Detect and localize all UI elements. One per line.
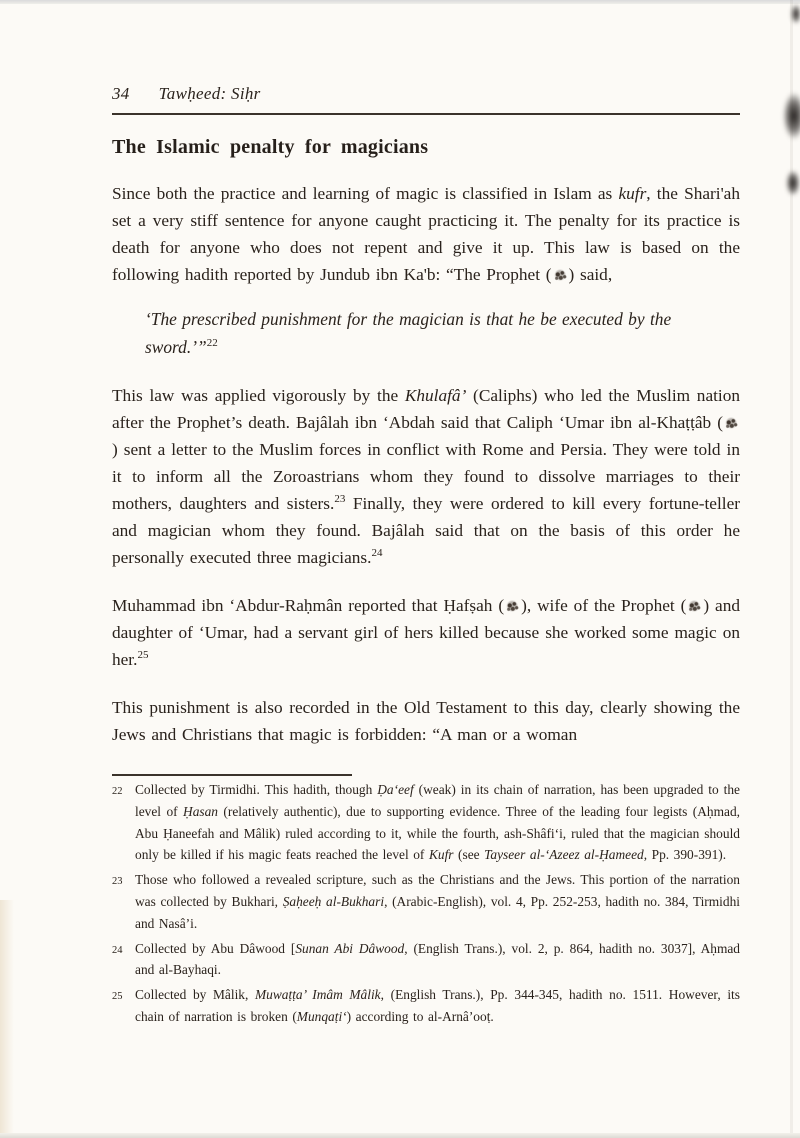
body-paragraph	[112, 382, 740, 571]
text-run: This punishment is also recorded in the Old Testament to this day, clearly showing the Jews and Christians that magic is forbidden: “A man or a woman	[112, 698, 740, 744]
footnote	[112, 869, 740, 934]
text-run: ) and daughter of ‘Umar, had a servant girl of hers killed because she worked some magic on her.	[112, 596, 740, 669]
text-run: , (Arabic-English), vol. 4, Pp. 252-253, hadith no. 384, Tirmidhi and Nasâ’i.	[135, 893, 740, 931]
text-run: Muwaṭṭa’ Imâm Mâlik	[255, 987, 381, 1003]
pbuh-calligraphy-icon	[687, 600, 702, 613]
footnote-list	[112, 779, 740, 1028]
text-run: 22	[206, 337, 218, 350]
radiallahu-anhu-calligraphy-icon	[724, 417, 739, 430]
scan-ink-blot	[786, 170, 800, 196]
text-run: 23	[334, 493, 346, 506]
footnote-number: 25	[112, 991, 123, 1003]
text-run: , (English Trans.), Pp. 344-345, hadith no. 1511. However, its chain of narration is broken (	[135, 987, 740, 1024]
footnote-rule	[112, 774, 352, 776]
running-title: Tawḥeed: Siḥr	[158, 84, 261, 103]
footnote-number: 24	[112, 944, 123, 956]
hadith-quote	[145, 305, 737, 361]
text-run: , Pp. 390-391).	[643, 847, 727, 863]
text-run: Ṣaḥeeḥ al-Bukhari	[282, 893, 385, 909]
body-text	[112, 180, 740, 748]
section-heading: The Islamic penalty for magicians	[112, 136, 429, 158]
footnote	[112, 938, 740, 982]
text-run: (relatively authentic), due to supporting evidence. Three of the leading four legists (Aḥmad, Abu Ḥaneefah and Mâlik) ruled according to it, while the fourth, ash-Shâfi‘i, ruled that the magician should only be killed if his magic feats reached the level of	[135, 803, 740, 863]
text-run: Ḥasan	[183, 803, 218, 819]
text-run: , the Shari'ah set a very stiff sentence for anyone caught practicing it. The penalty for its practice is death for anyone who does not repent and give it up. This law is based on the following hadith reported by Jundub ibn Ka'b: “The Prophet (	[112, 184, 740, 284]
text-run: (weak) in its chain of narration, has been upgraded to the level of	[135, 782, 741, 819]
text-run: ) according to al-Arnâ’ooṭ.	[346, 1008, 494, 1024]
text-run: ) sent a letter to the Muslim forces in conflict with Rome and Persia. They were told in it to inform all the Zoroastrians whom they found to dissolve marriages to their mothers, daughters and sisters.	[112, 440, 740, 513]
text-run: Those who followed a revealed scripture, such as the Christians and the Jews. This portion of the narration was collected by Bukhari,	[135, 872, 740, 909]
scan-ink-blot	[791, 4, 800, 24]
body-paragraph	[112, 180, 740, 288]
text-run: Kufr	[428, 847, 454, 863]
text-run: ) said,	[568, 265, 613, 284]
text-run: Munqaṭi‘	[296, 1008, 347, 1024]
running-header	[112, 84, 740, 104]
text-run: (Caliphs) who led the Muslim nation after the Prophet’s death. Bajâlah ibn ‘Abdah said that Caliph ‘Umar ibn al-Khaṭṭâb (	[112, 386, 741, 432]
text-run: Since both the practice and learning of magic is classified in Islam as	[112, 184, 619, 203]
radiallahu-anha-calligraphy-icon	[505, 600, 520, 613]
text-run: 25	[137, 649, 149, 662]
scan-ink-blot	[783, 92, 800, 140]
scan-edge-artifact	[0, 900, 14, 1138]
footnote-number: 23	[112, 876, 123, 888]
footnote	[112, 984, 740, 1028]
text-run: Collected by Abu Dâwood [	[135, 940, 296, 956]
text-run: ), wife of the Prophet (	[521, 596, 687, 615]
text-run: Ḍa‘eef	[377, 782, 414, 797]
pbuh-calligraphy-icon	[553, 269, 568, 282]
text-run: Finally, they were ordered to kill every fortune-teller and magician whom they found. Bajâlah said that on the basis of this order he personally executed three magicians.	[112, 494, 740, 567]
text-run: Muhammad ibn ‘Abdur-Raḥmân reported that Ḥafṣah (	[112, 596, 505, 615]
text-run: Collected by Mâlik,	[135, 987, 255, 1003]
scan-edge-artifact	[0, 1133, 800, 1138]
text-run: 24	[371, 547, 383, 560]
page-number: 34	[112, 84, 130, 103]
body-paragraph	[112, 592, 740, 673]
footnote	[112, 779, 740, 866]
footnote-number: 22	[112, 786, 123, 797]
page-content	[112, 84, 740, 1028]
text-run: Sunan Abi Dâwood	[295, 940, 405, 956]
text-run: Collected by Tirmidhi. This hadith, though	[135, 782, 378, 797]
header-rule	[112, 113, 740, 115]
text-run: (see	[453, 847, 485, 863]
text-run: Tayseer al-‘Azeez al-Ḥameed	[484, 847, 644, 863]
footnote-area	[112, 774, 740, 1028]
text-run: kufr	[618, 184, 647, 203]
scan-edge-artifact	[0, 0, 800, 4]
text-run: ‘The prescribed punishment for the magician is that he be executed by the sword.’”	[145, 309, 672, 357]
body-paragraph	[112, 694, 740, 748]
text-run: Khulafâ’	[404, 386, 467, 405]
text-run: This law was applied vigorously by the	[112, 386, 405, 405]
text-run: , (English Trans.), vol. 2, p. 864, hadith no. 3037], Aḥmad and al-Bayhaqi.	[135, 940, 741, 978]
